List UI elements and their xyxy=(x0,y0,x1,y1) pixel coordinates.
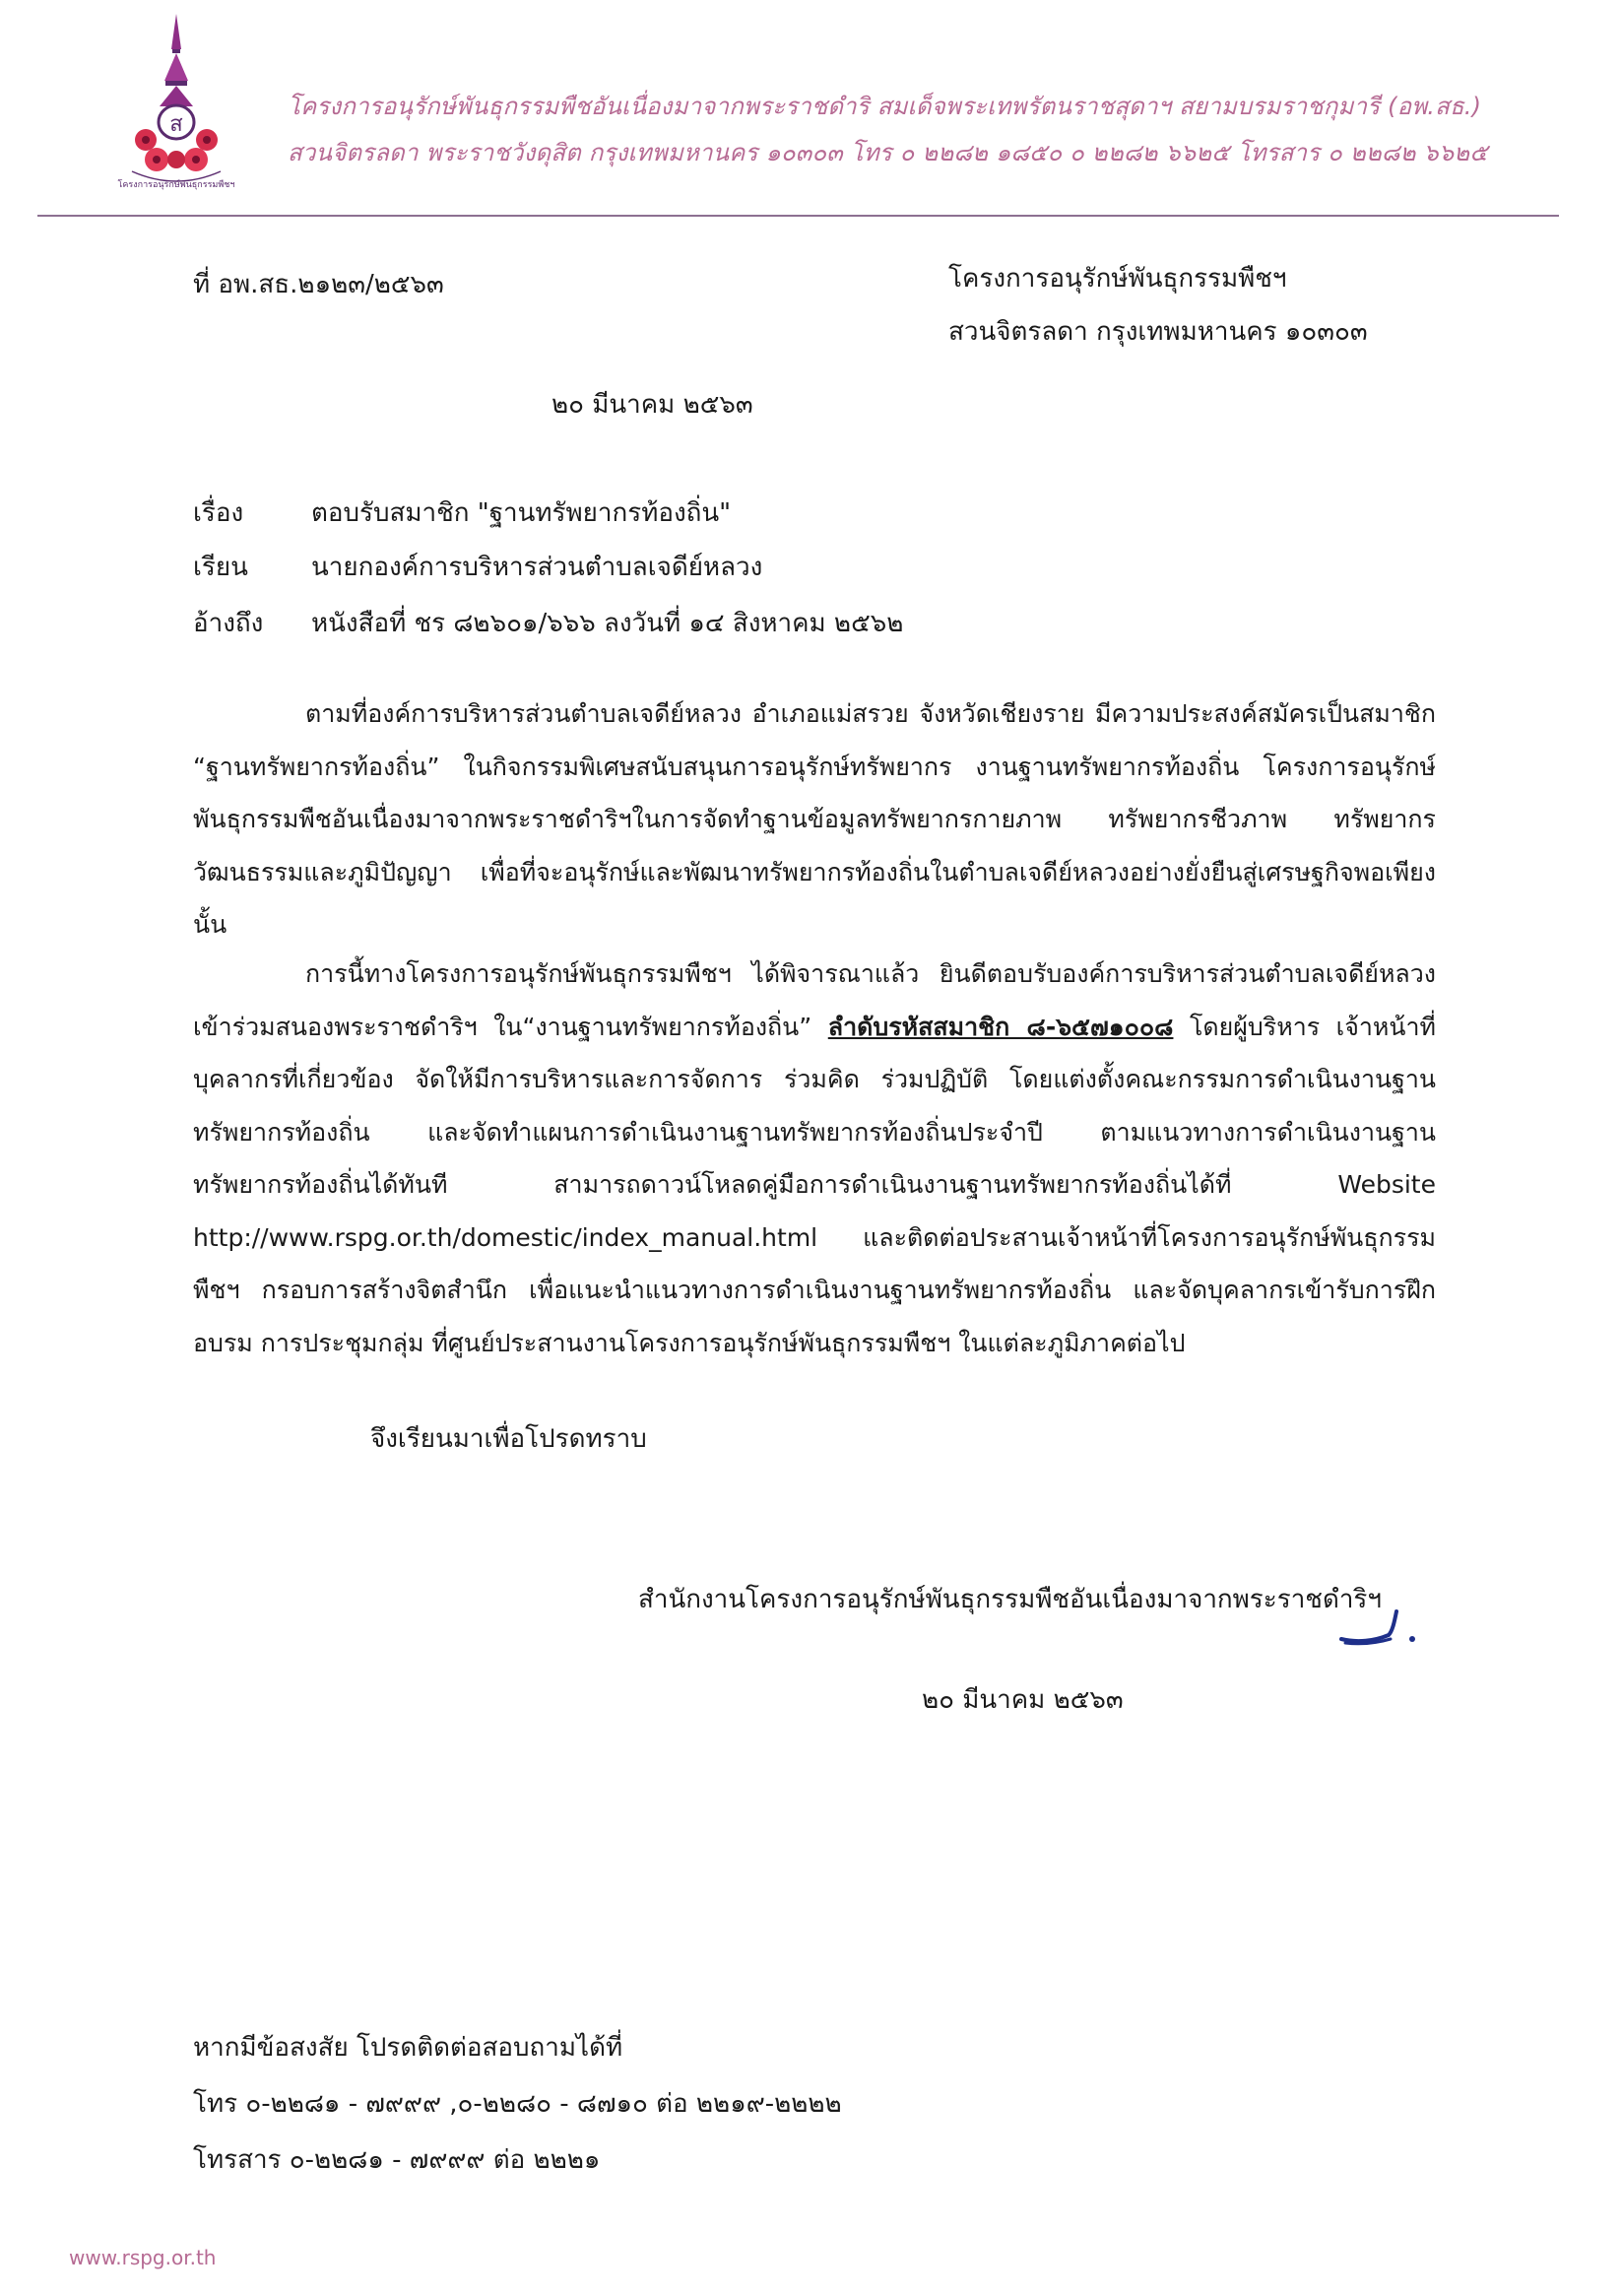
svg-text:โครงการอนุรักษ์พันธุกรรมพืชฯ: โครงการอนุรักษ์พันธุกรรมพืชฯ xyxy=(117,180,235,190)
subject-label: เรื่อง xyxy=(193,498,244,528)
paragraph-1-text: ตามที่องค์การบริหารส่วนตำบลเจดีย์หลวง อำเภอแม่สรวย จังหวัดเชียงราย มีความประสงค์สมัครเป็นสมาชิก “ฐานทรัพยากรท้องถิ่น” ในกิจกรรมพิเศษสนับสนุนการอนุรักษ์ทรัพยากร งานฐานทรัพยากรท้องถิ่น โครงการอนุรักษ์พันธุกรรมพืชอันเนื่องมาจากพระราชดำริฯในการจัดทำฐานข้อมูลทรัพยากรกายภาพ ทรัพยากรชีวภาพ ทรัพยากรวัฒนธรรมและภูมิปัญญา เพื่อที่จะอนุรักษ์และพัฒนาทรัพยากรท้องถิ่นในตำบลเจดีย์หลวงอย่างยั่งยืนสู่เศรษฐกิจพอเพียง นั้น xyxy=(193,699,1436,939)
body-paragraph-2 xyxy=(193,948,1436,1369)
reference-number: ที่ อพ.สธ.๒๑๒๓/๒๕๖๓ xyxy=(193,270,444,299)
subject-text: ตอบรับสมาชิก "ฐานทรัพยากรท้องถิ่น" xyxy=(311,498,732,528)
recipient-text: นายกองค์การบริหารส่วนตำบลเจดีย์หลวง xyxy=(311,553,763,582)
paragraph-2-start: การนี้ทางโครงการอนุรักษ์พันธุกรรมพืชฯ ได้พิจารณาแล้ว ยินดีตอบรับองค์การบริหารส่วนตำบลเจดีย์หลวง เข้าร่วมสนองพระราชดำริฯ ใน“งานฐานทรัพยากรท้องถิ่น” xyxy=(193,959,1436,1041)
letterhead-divider xyxy=(37,215,1559,217)
recipient-label: เรียน xyxy=(193,553,248,582)
member-code: ลำดับรหัสสมาชิก ๘-๖๕๗๑๐๐๘ xyxy=(827,1012,1174,1041)
closing-text: จึงเรียนมาเพื่อโปรดทราบ xyxy=(370,1424,647,1454)
handwritten-signature xyxy=(1337,1606,1426,1655)
signature-date: ๒๐ มีนาคม ๒๕๖๓ xyxy=(922,1685,1124,1715)
document-date: ๒๐ มีนาคม ๒๕๖๓ xyxy=(551,390,753,420)
svg-text:ส: ส xyxy=(169,112,183,137)
reference-label: อ้างถึง xyxy=(193,609,264,638)
body-paragraph-1 xyxy=(193,688,1436,951)
contact-phone: โทร ๐-๒๒๘๑ - ๗๙๙๙ ,๐-๒๒๘๐ - ๘๗๑๐ ต่อ ๒๒๑๙-๒๒๒๒ xyxy=(193,2089,842,2119)
sender-organization: โครงการอนุรักษ์พันธุกรรมพืชฯ xyxy=(948,264,1287,294)
signatory-office: สำนักงานโครงการอนุรักษ์พันธุกรรมพืชอันเนื่องมาจากพระราชดำริฯ xyxy=(638,1585,1382,1614)
rspg-emblem-logo xyxy=(102,12,250,194)
emblem-icon xyxy=(102,12,250,194)
letterhead-title: โครงการอนุรักษ์พันธุกรรมพืชอันเนื่องมาจากพระราชดำริ สมเด็จพระเทพรัตนราชสุดาฯ สยามบรมราชกุมารี (อพ.สธ.) xyxy=(288,93,1482,120)
paragraph-2-end: โดยผู้บริหาร เจ้าหน้าที่ บุคลากรที่เกี่ยวข้อง จัดให้มีการบริหารและการจัดการ ร่วมคิด ร่วมปฏิบัติ โดยแต่งตั้งคณะกรรมการดำเนินงานฐานทรัพยากรท้องถิ่น และจัดทำแผนการดำเนินงานฐานทรัพยากรท้องถิ่นประจำปี ตามแนวทางการดำเนินงานฐานทรัพยากรท้องถิ่นได้ทันที สามารถดาวน์โหลดคู่มือการดำเนินงานฐานทรัพยากรท้องถิ่นได้ที่ Website http://www.rspg.or.th/domestic/index_manual.html และติดต่อประสานเจ้าหน้าที่โครงการอนุรักษ์พันธุกรรมพืชฯ กรอบการสร้างจิตสำนึก เพื่อแนะนำแนวทางการดำเนินงานฐานทรัพยากรท้องถิ่น และจัดบุคลากรเข้ารับการฝึกอบรม การประชุมกลุ่ม ที่ศูนย์ประสานงานโครงการอนุรักษ์พันธุกรรมพืชฯ ในแต่ละภูมิภาคต่อไป xyxy=(193,1012,1436,1357)
reference-text: หนังสือที่ ชร ๘๒๖๐๑/๖๖๖ ลงวันที่ ๑๔ สิงหาคม ๒๕๖๒ xyxy=(311,609,904,638)
sender-address: สวนจิตรลดา กรุงเทพมหานคร ๑๐๓๐๓ xyxy=(948,317,1368,347)
letterhead-address: สวนจิตรลดา พระราชวังดุสิต กรุงเทพมหานคร ๑๐๓๐๓ โทร ๐ ๒๒๘๒ ๑๘๕๐ ๐ ๒๒๘๒ ๖๖๒๕ โทรสาร ๐ ๒๒๘๒ ๖๖๒๕ xyxy=(288,139,1488,166)
footer-website: www.rspg.or.th xyxy=(69,2246,217,2269)
contact-fax: โทรสาร ๐-๒๒๘๑ - ๗๙๙๙ ต่อ ๒๒๒๑ xyxy=(193,2145,601,2175)
contact-heading: หากมีข้อสงสัย โปรดติดต่อสอบถามได้ที่ xyxy=(193,2033,623,2063)
